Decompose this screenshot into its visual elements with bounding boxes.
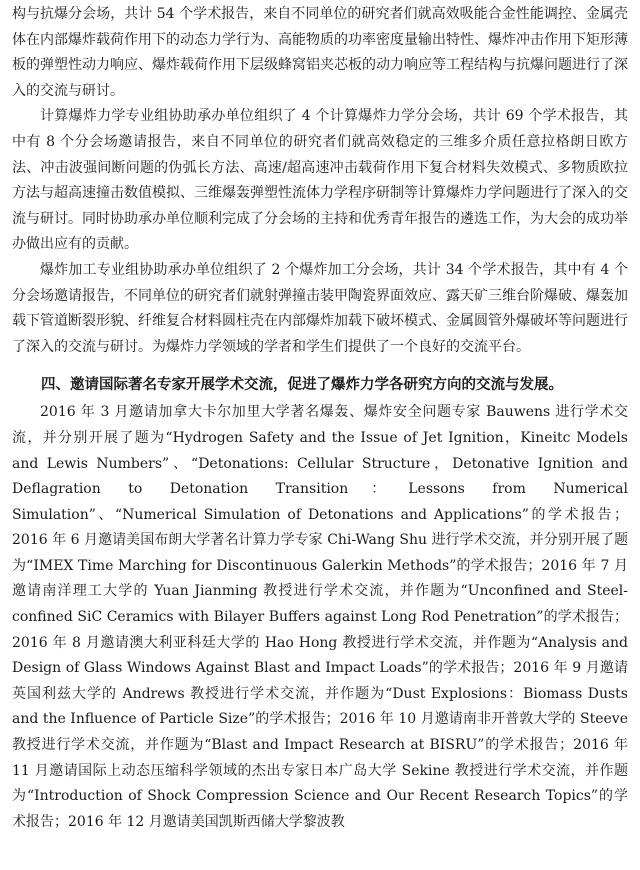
paragraph-continued: 构与抗爆分会场，共计 54 个学术报告，来自不同单位的研究者们就高效吸能合金性能调控、金属壳体在内部爆炸载荷作用下的动态力学行为、高能物质的功率密度量输出特性、爆炸冲击作用下矩形薄板的弹塑性动力响应、爆炸载荷作用下层级蜂窝铝夹芯板的动力响应等工程结构与抗爆问题进行了深入的交流与研讨。 (12, 6, 628, 99)
paragraph-computational-explosion-mechanics: 计算爆炸力学专业组协助承办单位组织了 4 个计算爆炸力学分会场，共计 69 个学术报告，其中有 8 个分会场邀请报告，来自不同单位的研究者们就高效稳定的三维多介质任意拉格朗日欧方法、冲击波强间断问题的伪弧长方法、高速/超高速冲击载荷作用下复合材料失效模式、多物质欧拉方法与超高速撞击数值模拟、三维爆轰弹塑性流体力学程序研制等计算爆炸力学问题进行了深入的交流与研讨。同时协助承办单位顺利完成了分会场的主持和优秀青年报告的遴选工作，为大会的成功举办做出应有的贡献。 (12, 108, 628, 253)
paragraph-explosive-processing: 爆炸加工专业组协助承办单位组织了 2 个爆炸加工分会场，共计 34 个学术报告，其中有 4 个分会场邀请报告，不同单位的研究者们就射弹撞击装甲陶瓷界面效应、露天矿三维台阶爆破、爆轰加载下管道断裂形貌、纤维复合材料圆柱壳在内部爆炸加载下破坏模式、金属圆管外爆破坏等问题进行了深入的交流与研讨。为爆炸力学领域的学者和学生们提供了一个良好的交流平台。 (12, 261, 628, 355)
paragraph-international-experts: 2016 年 3 月邀请加拿大卡尔加里大学著名爆轰、爆炸安全问题专家 Bauwens 进行学术交流，并分别开展了题为“Hydrogen Safety and the Issue of Jet Ignition，Kineitc Models and Lewis Numbers”、“Detonations: Cellular Structure，Detonative Ignition and Deflagration to Detonation Transition：Lessons from Numerical Simulation”、“Numerical Simulation of Detonations and Applications”的学术报告；2016 年 6 月邀请美国布朗大学著名计算力学专家 Chi-Wang Shu 进行学术交流，并分别开展了题为“IMEX Time Marching for Discontinuous Galerkin Methods”的学术报告；2016 年 7 月邀请南洋理工大学的 Yuan Jianming 教授进行学术交流，并作题为“Unconfined and Steel-confined SiC Ceramics with Bilayer Buffers against Long Rod Penetration”的学术报告；2016 年 8 月邀请澳大利亚科廷大学的 Hao Hong 教授进行学术交流，并作题为“Analysis and Design of Glass Windows Against Blast and Impact Loads”的学术报告；2016 年 9 月邀请英国利兹大学的 Andrews 教授进行学术交流，并作题为“Dust Explosions：Biomass Dusts and the Influence of Particle Size”的学术报告；2016 年 10 月邀请南非开普敦大学的 Steeve 教授进行学术交流，并作题为“Blast and Impact Research at BISRU”的学术报告；2016 年 11 月邀请国际上动态压缩科学领域的杰出专家日本广岛大学 Sekine 教授进行学术交流，并作题为“Introduction of Shock Compression Science and Our Recent Research Topics”的学术报告；2016 年 12 月邀请美国凯斯西储大学黎波教 (12, 404, 628, 830)
section-heading: 四、邀请国际著名专家开展学术交流，促进了爆炸力学各研究方向的交流与发展。 (41, 377, 563, 394)
